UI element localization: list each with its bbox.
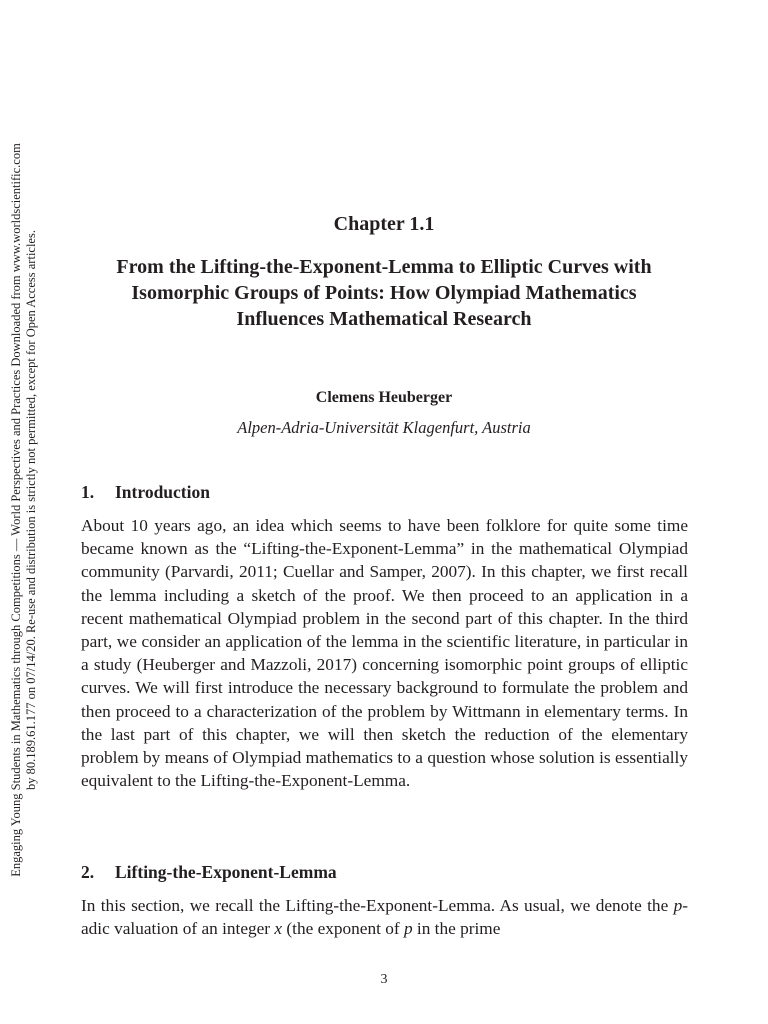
chapter-label: Chapter 1.1	[333, 213, 435, 235]
download-notice-line-2: by 80.189.61.177 on 07/14/20. Re-use and distribution is strictly not permitted, except for Open Access articles.	[24, 230, 38, 790]
chapter-title: From the Lifting-the-Exponent-Lemma to Elliptic Curves with Isomorphic Groups of Points: How Olympiad Mathematics Influences Mathematical Research	[116, 256, 652, 330]
math-variable-p: p	[673, 896, 683, 915]
lemma-paragraph	[81, 894, 688, 940]
math-variable-x: x	[274, 919, 283, 939]
page-number: 3	[380, 972, 388, 987]
author-name: Clemens Heuberger	[315, 389, 453, 406]
section-number: 1.	[81, 482, 95, 502]
section-heading-introduction	[81, 482, 210, 503]
text-run: (the exponent of	[282, 919, 404, 939]
math-variable-p: p	[403, 919, 413, 939]
download-notice-line-1: Engaging Young Students in Mathematics through Competitions — World Perspectives and Practices Downloaded from www.worldscientific.com	[9, 143, 23, 877]
section-heading-lifting-the-exponent-lemma	[81, 862, 337, 883]
text-run: -adic valuation of an integer	[81, 896, 688, 939]
text-run: In this section, we recall the Lifting-the-Exponent-Lemma. As usual, we denote the	[81, 896, 674, 915]
section-number: 2.	[81, 862, 95, 882]
author-affiliation: Alpen-Adria-Universität Klagenfurt, Austria	[237, 418, 531, 437]
section-title: Lifting-the-Exponent-Lemma	[115, 862, 337, 882]
download-notice-sidebar	[0, 0, 48, 1024]
introduction-paragraph: About 10 years ago, an idea which seems to have been folklore for quite some time became known as the “Lifting-the-Exponent-Lemma” in the mathematical Olympiad community (Parvardi, 2011; Cuellar and Samper, 2007). In this chapter, we first recall the lemma including a sketch of the proof. We then proceed to an application in a recent mathematical Olympiad problem in the second part of this chapter. In the third part, we consider an application of the lemma in the scientific literature, in particular in a study (Heuberger and Mazzoli, 2017) concerning isomorphic point groups of elliptic curves. We will first introduce the necessary background to formulate the problem and then proceed to a characterization of the problem by Wittmann in elementary terms. In the last part of this chapter, we will then sketch the reduction of the elementary problem by means of Olympiad mathematics to a question whose solution is essentially equivalent to the Lifting-the-Exponent-Lemma.	[81, 516, 688, 791]
section-title: Introduction	[115, 482, 210, 502]
text-run: in the prime	[412, 919, 501, 939]
download-notice-text	[9, 143, 39, 877]
